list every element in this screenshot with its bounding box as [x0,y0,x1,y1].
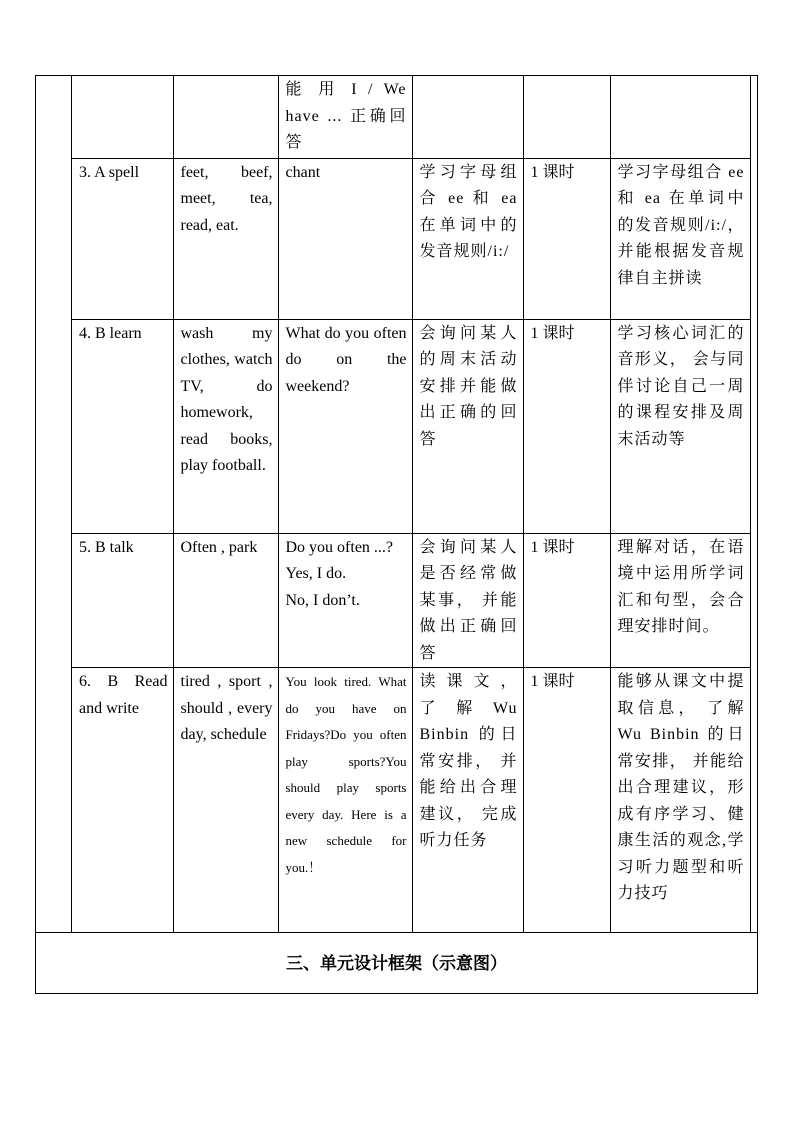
target-cell [610,76,750,158]
table-row [72,319,750,533]
lesson-cell [72,76,173,158]
time-cell [523,76,610,158]
sentence-cell: chant [278,158,412,319]
target-cell: 学习核心词汇的音形义， 会与同伴讨论自己一周的课程安排及周末活动等 [610,319,750,533]
target-cell: 学习字母组合 ee 和 ea 在单词中的发音规则/i:/，并能根据发音规律自主拼读 [610,158,750,319]
target-cell: 能够从课文中提取信息， 了解 Wu Binbin 的日常安排， 并能给出合理建议，形成有序学习、健康生活的观念,学习听力题型和听力技巧 [610,668,750,933]
lesson-plan-table [72,76,751,933]
lesson-plan-frame [35,75,758,994]
lesson-cell: 6. B Read and write [72,668,173,933]
vocab-cell [173,76,278,158]
sentence-line: No, I don’t. [285,591,360,609]
lesson-cell: 5. B talk [72,533,173,668]
sentence-cell [278,533,412,668]
sentence-line: Yes, I do. [285,565,347,582]
lesson-cell: 4. B learn [72,319,173,533]
vocab-cell: feet, beef, meet, tea, read, eat. [173,158,278,319]
goal-cell [412,76,523,158]
table-row [72,668,750,933]
section-divider [36,932,757,933]
vocab-cell: Often , park [173,533,278,668]
goal-cell: 会询问某人的周末活动安排并能做出正确的回答 [412,319,523,533]
sentence-cell: You look tired. What do you have on Fridays?Do you often play sports?You should play sports every day. Here is a new schedule for you.！ [278,668,412,933]
table-row [72,76,750,158]
time-cell: 1 课时 [523,319,610,533]
table-row [72,158,750,319]
sentence-cell: 能 用 I / We have ... 正确回答 [278,76,412,158]
sentence-cell: What do you often do on the weekend? [278,319,412,533]
table-row [72,533,750,668]
target-cell: 理解对话，在语境中运用所学词汇和句型，会合理安排时间。 [610,533,750,668]
goal-cell: 读 课 文 ， 了 解 Wu Binbin 的日常安排， 并能给出合理建议， 完成听力任务 [412,668,523,933]
sentence-line: Do you often ...? [285,538,394,556]
goal-cell: 会询问某人是否经常做某事， 并能做出正确回答 [412,533,523,668]
vocab-cell: wash my clothes, watch TV, do homework, read books, play football. [173,319,278,533]
time-cell: 1 课时 [523,533,610,668]
lesson-cell: 3. A spell [72,158,173,319]
goal-cell: 学习字母组合 ee 和 ea 在单词中的发音规则/i:/ [412,158,523,319]
vocab-cell: tired , sport , should , every day, schedule [173,668,278,933]
time-cell: 1 课时 [523,158,610,319]
time-cell: 1 课时 [523,668,610,933]
section-title: 三、单元设计框架（示意图） [286,954,507,974]
